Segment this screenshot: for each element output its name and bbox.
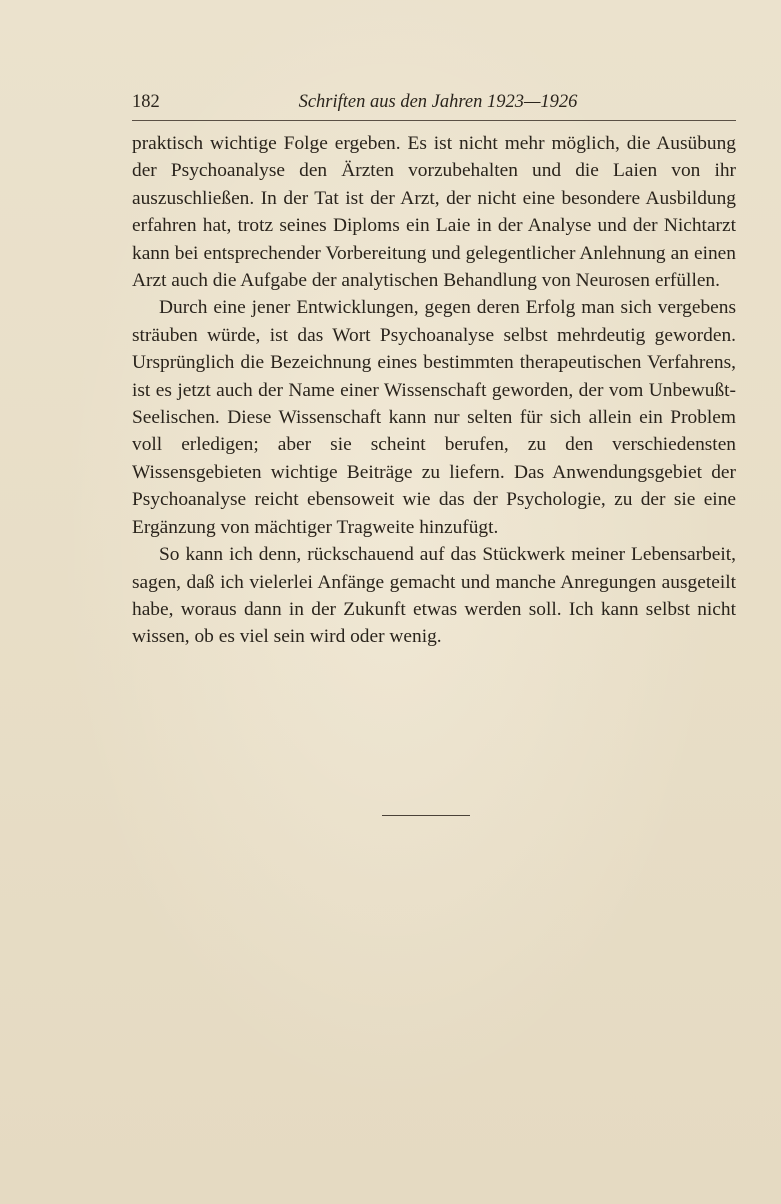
running-title: Schriften aus den Jahren 1923—1926 [298,92,578,112]
paragraph-continued: praktisch wichtige Folge ergeben. Es ist nicht mehr möglich, die Ausübung der Psychoanalyse den Ärzten vorzubehalten und die Laien von ihr auszuschließen. In der Tat ist der Arzt, der nicht eine besondere Ausbildung erfahren hat, trotz seines Diploms ein Laie in der Analyse und der Nichtarzt kann bei entsprechender Vorbereitung und gelegentlicher Anlehnung an einen Arzt auch die Aufgabe der analytischen Behandlung von Neurosen erfüllen. [132,133,736,292]
header-rule [132,120,736,121]
page-number: 182 [132,92,160,112]
running-header [132,92,736,116]
paragraph: Durch eine jener Entwicklungen, gegen deren Erfolg man sich vergebens sträuben würde, ist das Wort Psychoanalyse selbst mehrdeutig geworden. Ursprünglich die Bezeichnung eines bestimmten therapeutischen Verfahrens, ist es jetzt auch der Name einer Wissenschaft geworden, der vom Unbewußt-Seelischen. Diese Wissenschaft kann nur selten für sich allein ein Problem voll erledigen; aber sie scheint berufen, zu den verschiedensten Wissensgebieten wichtige Beiträge zu liefern. Das Anwendungsgebiet der Psychoanalyse reicht ebensoweit wie das der Psychologie, zu der sie eine Ergänzung von mächtiger Tragweite hinzufügt. [132,297,736,538]
paragraph: So kann ich denn, rückschauend auf das Stückwerk meiner Lebensarbeit, sagen, daß ich vielerlei Anfänge gemacht und manche Anregungen ausgeteilt habe, woraus dann in der Zukunft etwas werden soll. Ich kann selbst nicht wissen, ob es viel sein wird oder wenig. [132,544,736,648]
body-text [132,130,736,651]
end-rule [382,815,470,816]
